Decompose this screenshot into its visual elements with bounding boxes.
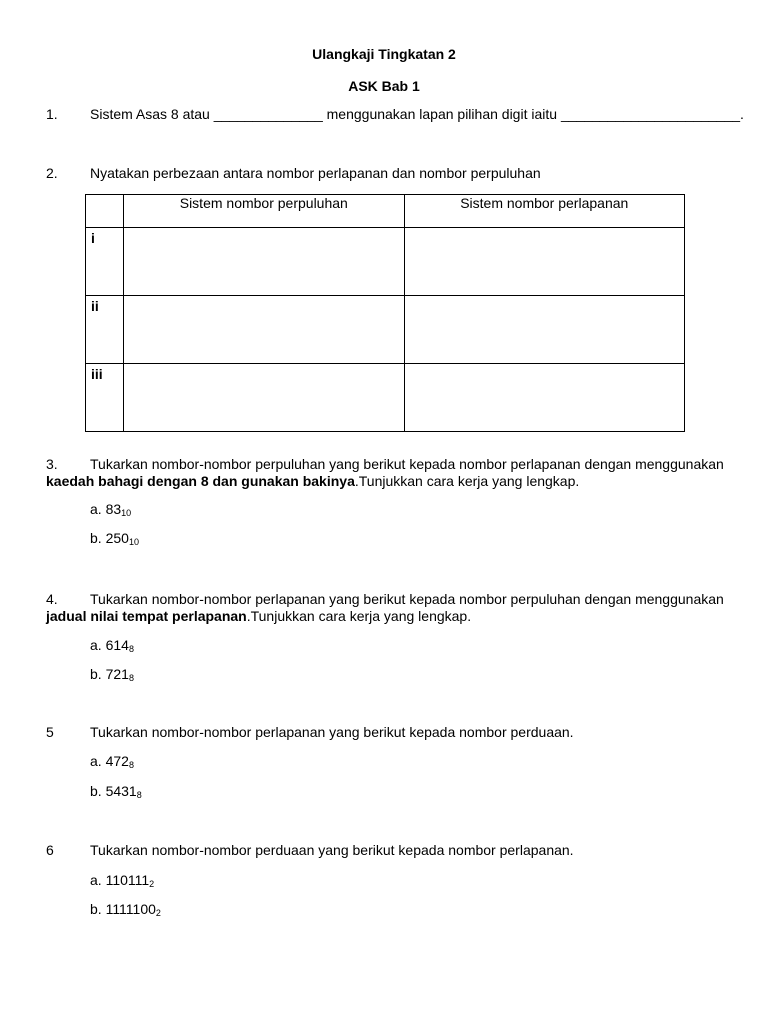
question-5-item-b — [90, 783, 142, 799]
question-4-item-b — [90, 666, 134, 682]
answer-cell-decimal-i[interactable] — [124, 228, 404, 296]
question-1-part1: Sistem Asas 8 atau — [90, 106, 210, 122]
question-4-bold-method: jadual nilai tempat perlapanan — [46, 608, 247, 624]
page-subtitle: ASK Bab 1 — [348, 78, 420, 94]
question-6-number: 6 — [46, 842, 54, 858]
item-value: b. 721 — [90, 666, 129, 682]
answer-cell-octal-iii[interactable] — [404, 364, 684, 432]
question-6-item-a — [90, 872, 154, 888]
question-5-text: Tukarkan nombor-nombor perlapanan yang berikut kepada nombor perduaan. — [90, 724, 574, 740]
question-3-line1: Tukarkan nombor-nombor perpuluhan yang berikut kepada nombor perlapanan dengan menggunakan — [90, 456, 724, 472]
item-value: a. 472 — [90, 753, 129, 769]
column-header-octal: Sistem nombor perlapanan — [404, 195, 684, 228]
question-3-bold-method: kaedah bahagi dengan 8 dan gunakan bakinya — [46, 473, 355, 489]
item-base: 2 — [149, 879, 155, 889]
question-2-text: Nyatakan perbezaan antara nombor perlapanan dan nombor perpuluhan — [90, 165, 541, 181]
question-2-number: 2. — [46, 165, 58, 181]
answer-cell-decimal-ii[interactable] — [124, 296, 404, 364]
question-1-part2: menggunakan lapan pilihan digit iaitu — [326, 106, 558, 122]
column-header-decimal: Sistem nombor perpuluhan — [124, 195, 404, 228]
question-5-number: 5 — [46, 724, 54, 740]
question-4-instruction: .Tunjukkan cara kerja yang lengkap. — [246, 608, 472, 624]
question-3-instruction: .Tunjukkan cara kerja yang lengkap. — [354, 473, 580, 489]
table-corner-cell — [86, 195, 124, 228]
row-label-ii: ii — [86, 296, 124, 364]
difference-table — [85, 194, 685, 432]
question-6-text: Tukarkan nombor-nombor perduaan yang berikut kepada nombor perlapanan. — [90, 842, 574, 858]
question-4-line2 — [46, 608, 471, 624]
answer-cell-octal-ii[interactable] — [404, 296, 684, 364]
item-value: b. 5431 — [90, 783, 137, 799]
table-header-row — [86, 195, 685, 228]
question-3-item-b — [90, 530, 139, 546]
item-value: a. 83 — [90, 501, 122, 517]
item-base: 10 — [128, 537, 139, 547]
item-base: 8 — [136, 790, 142, 800]
question-4-item-a — [90, 637, 134, 653]
answer-cell-decimal-iii[interactable] — [124, 364, 404, 432]
item-value: b. 1111100 — [90, 901, 156, 917]
answer-cell-octal-i[interactable] — [404, 228, 684, 296]
question-5-item-a — [90, 753, 134, 769]
page-title: Ulangkaji Tingkatan 2 — [312, 46, 456, 62]
question-1-text — [90, 106, 744, 122]
question-3-item-a — [90, 501, 131, 517]
item-value: a. 614 — [90, 637, 129, 653]
item-base: 10 — [121, 508, 132, 518]
question-3-number: 3. — [46, 456, 58, 472]
question-1-blank-1[interactable]: ______________ — [213, 106, 323, 122]
question-4-number: 4. — [46, 591, 58, 607]
table-row — [86, 364, 685, 432]
question-6-item-b — [90, 901, 161, 917]
question-1-blank-2[interactable]: _______________________. — [560, 106, 744, 122]
item-base: 8 — [128, 760, 134, 770]
table-row — [86, 296, 685, 364]
row-label-iii: iii — [86, 364, 124, 432]
item-base: 8 — [128, 644, 134, 654]
item-value: b. 250 — [90, 530, 129, 546]
item-value: a. 110111 — [90, 872, 150, 888]
table-row — [86, 228, 685, 296]
question-3-line2 — [46, 473, 579, 489]
question-1-number: 1. — [46, 106, 58, 122]
row-label-i: i — [86, 228, 124, 296]
question-4-line1: Tukarkan nombor-nombor perlapanan yang berikut kepada nombor perpuluhan dengan menggunakan — [90, 591, 724, 607]
item-base: 8 — [128, 673, 134, 683]
item-base: 2 — [155, 908, 161, 918]
